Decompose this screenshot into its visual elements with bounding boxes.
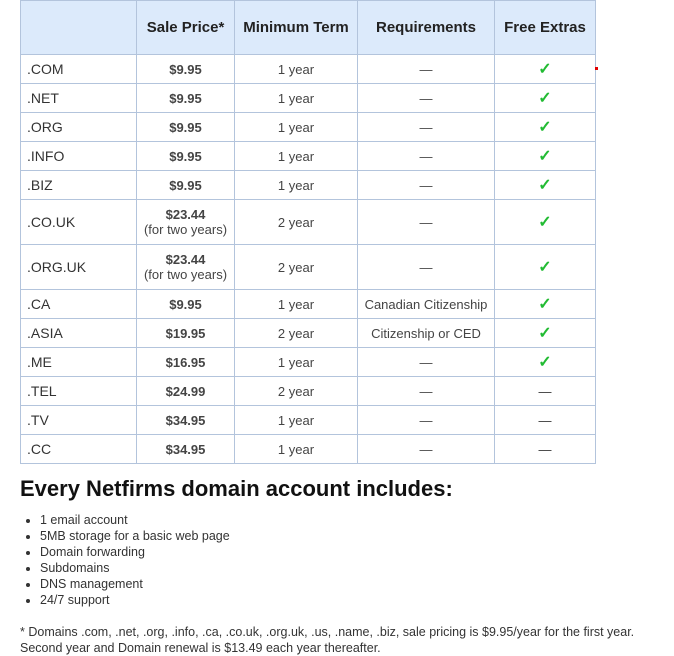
free-extras-cell bbox=[495, 319, 596, 348]
price-value: $23.44 bbox=[165, 207, 206, 222]
price-value: $9.95 bbox=[169, 177, 202, 193]
free-extras-cell bbox=[495, 200, 596, 245]
pricing-table-body bbox=[21, 55, 596, 464]
term-cell: 1 year bbox=[235, 406, 358, 435]
requirements-cell: — bbox=[358, 171, 495, 200]
table-row bbox=[21, 113, 596, 142]
requirements-cell: — bbox=[358, 435, 495, 464]
domain-cell: .CA bbox=[21, 290, 137, 319]
domain-cell: .TV bbox=[21, 406, 137, 435]
price-cell bbox=[137, 55, 235, 84]
price-value: $23.44 bbox=[165, 252, 206, 267]
header-cell-sale-price: Sale Price* bbox=[137, 1, 235, 55]
term-cell: 1 year bbox=[235, 171, 358, 200]
checkmark-icon: ✓ bbox=[538, 148, 552, 165]
domain-cell: .BIZ bbox=[21, 171, 137, 200]
price-cell bbox=[137, 171, 235, 200]
dash-icon: — bbox=[538, 383, 552, 399]
price-value: $9.95 bbox=[169, 61, 202, 77]
checkmark-icon: ✓ bbox=[538, 354, 552, 371]
term-cell: 1 year bbox=[235, 84, 358, 113]
header-cell-domain bbox=[21, 1, 137, 55]
price-cell bbox=[137, 200, 235, 245]
requirements-cell: — bbox=[358, 113, 495, 142]
free-extras-cell bbox=[495, 245, 596, 290]
list-item: • 1 email account bbox=[40, 512, 230, 528]
requirements-cell: — bbox=[358, 84, 495, 113]
price-cell bbox=[137, 245, 235, 290]
table-row bbox=[21, 406, 596, 435]
term-cell: 2 year bbox=[235, 377, 358, 406]
table-row bbox=[21, 290, 596, 319]
requirements-cell: Citizenship or CED bbox=[358, 319, 495, 348]
table-row bbox=[21, 171, 596, 200]
price-value: $9.95 bbox=[169, 148, 202, 164]
checkmark-icon: ✓ bbox=[538, 90, 552, 107]
price-value: $16.95 bbox=[165, 354, 206, 370]
checkmark-icon: ✓ bbox=[538, 214, 552, 231]
price-cell bbox=[137, 142, 235, 171]
checkmark-icon: ✓ bbox=[538, 177, 552, 194]
requirements-cell: — bbox=[358, 348, 495, 377]
term-cell: 1 year bbox=[235, 290, 358, 319]
domain-cell: .ME bbox=[21, 348, 137, 377]
table-row bbox=[21, 55, 596, 84]
requirements-cell: — bbox=[358, 200, 495, 245]
price-cell bbox=[137, 290, 235, 319]
free-extras-cell bbox=[495, 348, 596, 377]
pricing-table bbox=[20, 0, 596, 464]
price-cell bbox=[137, 435, 235, 464]
list-item: • DNS management bbox=[40, 576, 230, 592]
domain-cell: .ORG bbox=[21, 113, 137, 142]
table-row bbox=[21, 319, 596, 348]
table-row bbox=[21, 348, 596, 377]
table-row bbox=[21, 142, 596, 171]
free-extras-cell bbox=[495, 171, 596, 200]
header-cell-minimum-term: Minimum Term bbox=[235, 1, 358, 55]
domain-cell: .ORG.UK bbox=[21, 245, 137, 290]
free-extras-cell bbox=[495, 435, 596, 464]
requirements-cell: — bbox=[358, 377, 495, 406]
list-item: • Domain forwarding bbox=[40, 544, 230, 560]
price-value: $34.95 bbox=[165, 412, 206, 428]
pricing-footnote: * Domains .com, .net, .org, .info, .ca, .co.uk, .org.uk, .us, .name, .biz, sale pricing is $9.95/year for the first year. Second year and Domain renewal is $13.49 each year thereafter. bbox=[20, 625, 635, 655]
free-extras-cell bbox=[495, 113, 596, 142]
table-row bbox=[21, 200, 596, 245]
price-value: $9.95 bbox=[169, 119, 202, 135]
domain-cell: .ASIA bbox=[21, 319, 137, 348]
term-cell: 1 year bbox=[235, 435, 358, 464]
domain-cell: .INFO bbox=[21, 142, 137, 171]
domain-cell: .TEL bbox=[21, 377, 137, 406]
price-value: $24.99 bbox=[165, 383, 206, 399]
price-value: $34.95 bbox=[165, 441, 206, 457]
price-cell bbox=[137, 348, 235, 377]
free-extras-cell bbox=[495, 406, 596, 435]
price-cell bbox=[137, 113, 235, 142]
price-cell bbox=[137, 377, 235, 406]
term-cell: 1 year bbox=[235, 113, 358, 142]
list-item: • 5MB storage for a basic web page bbox=[40, 528, 230, 544]
checkmark-icon: ✓ bbox=[538, 259, 552, 276]
price-cell bbox=[137, 406, 235, 435]
requirements-cell: — bbox=[358, 142, 495, 171]
domain-cell: .CO.UK bbox=[21, 200, 137, 245]
requirements-cell: Canadian Citizenship bbox=[358, 290, 495, 319]
checkmark-icon: ✓ bbox=[538, 61, 552, 78]
table-header-row bbox=[21, 1, 596, 55]
free-extras-cell bbox=[495, 55, 596, 84]
includes-heading: Every Netfirms domain account includes: bbox=[20, 476, 453, 501]
price-note: (for two years) bbox=[143, 267, 228, 282]
table-row bbox=[21, 377, 596, 406]
requirements-cell: — bbox=[358, 55, 495, 84]
features-list bbox=[20, 512, 230, 608]
price-value: $9.95 bbox=[169, 90, 202, 106]
term-cell: 2 year bbox=[235, 319, 358, 348]
red-marker-dot bbox=[595, 67, 598, 70]
list-item: • 24/7 support bbox=[40, 592, 230, 608]
checkmark-icon: ✓ bbox=[538, 296, 552, 313]
price-cell bbox=[137, 319, 235, 348]
domain-cell: .CC bbox=[21, 435, 137, 464]
price-value: $9.95 bbox=[169, 296, 202, 312]
header-cell-requirements: Requirements bbox=[358, 1, 495, 55]
domain-cell: .COM bbox=[21, 55, 137, 84]
dash-icon: — bbox=[538, 441, 552, 457]
term-cell: 1 year bbox=[235, 348, 358, 377]
term-cell: 2 year bbox=[235, 200, 358, 245]
price-cell bbox=[137, 84, 235, 113]
term-cell: 2 year bbox=[235, 245, 358, 290]
price-note: (for two years) bbox=[143, 222, 228, 237]
checkmark-icon: ✓ bbox=[538, 119, 552, 136]
free-extras-cell bbox=[495, 84, 596, 113]
table-row bbox=[21, 435, 596, 464]
free-extras-cell bbox=[495, 142, 596, 171]
term-cell: 1 year bbox=[235, 142, 358, 171]
table-row bbox=[21, 84, 596, 113]
dash-icon: — bbox=[538, 412, 552, 428]
free-extras-cell bbox=[495, 290, 596, 319]
requirements-cell: — bbox=[358, 245, 495, 290]
header-cell-free-extras: Free Extras bbox=[495, 1, 596, 55]
checkmark-icon: ✓ bbox=[538, 325, 552, 342]
domain-cell: .NET bbox=[21, 84, 137, 113]
free-extras-cell bbox=[495, 377, 596, 406]
table-row bbox=[21, 245, 596, 290]
price-value: $19.95 bbox=[165, 325, 206, 341]
term-cell: 1 year bbox=[235, 55, 358, 84]
list-item: • Subdomains bbox=[40, 560, 230, 576]
requirements-cell: — bbox=[358, 406, 495, 435]
